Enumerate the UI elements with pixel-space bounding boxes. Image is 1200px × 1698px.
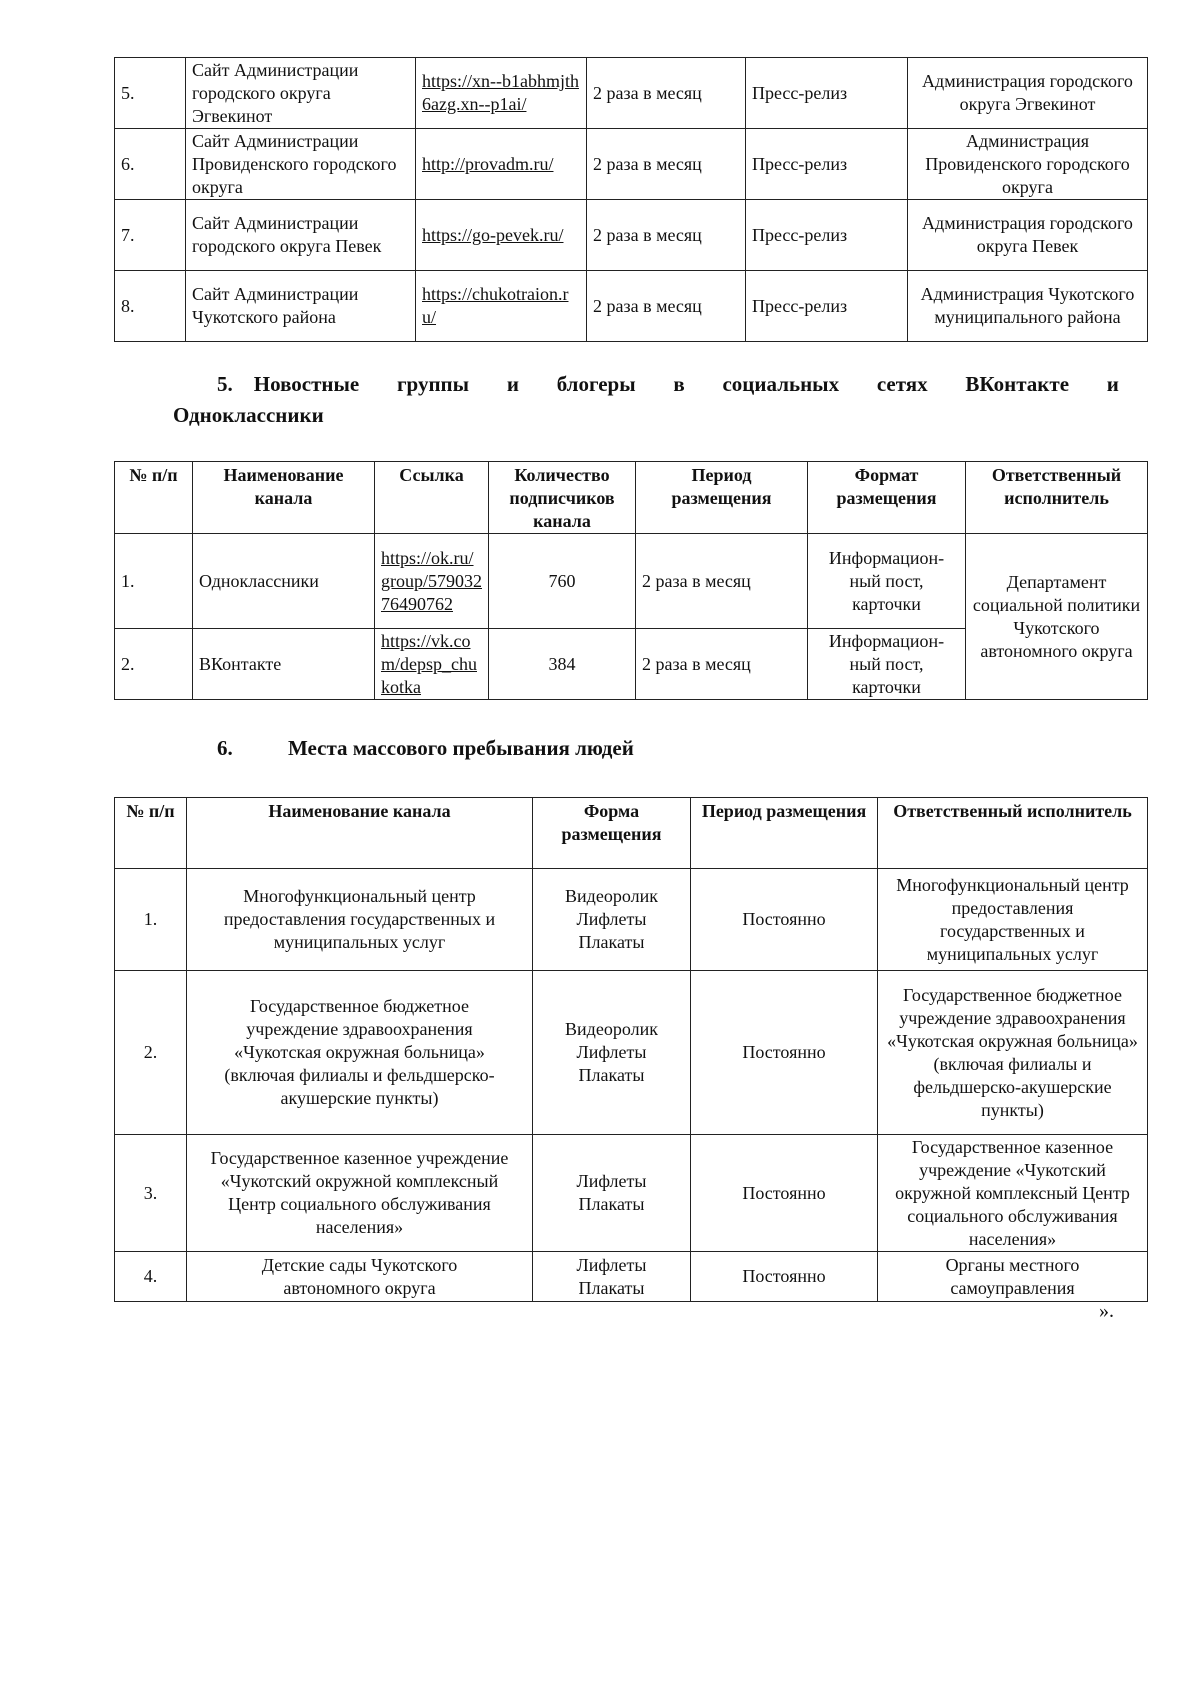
column-header: Количество подписчиков канала: [489, 462, 636, 534]
channel-name: Сайт Администрации городского округа Эгвекинот: [186, 58, 416, 129]
responsible-cell: Администрация Провиденского городского округа: [908, 129, 1148, 200]
table-row: [115, 129, 1148, 200]
responsible-cell: Администрация Чукотского муниципального района: [908, 271, 1148, 342]
channel-name: Одноклассники: [193, 534, 375, 629]
section-number: 5.: [217, 372, 233, 396]
column-header: № п/п: [115, 462, 193, 534]
table-row: [115, 271, 1148, 342]
period-cell: 2 раза в месяц: [636, 534, 808, 629]
form-cell: Видеоролик Лифлеты Плакаты: [533, 869, 691, 971]
format-cell: Информацион-ный пост, карточки: [808, 534, 966, 629]
title-word: Новостные: [253, 372, 360, 396]
form-cell: Лифлеты Плакаты: [533, 1252, 691, 1302]
period-cell: 2 раза в месяц: [636, 629, 808, 700]
table-header-row: [115, 462, 1148, 534]
site-link[interactable]: https://xn--b1abhmjth6azg.xn--p1ai/: [422, 71, 579, 114]
row-number: 3.: [115, 1135, 187, 1252]
column-header: Ответственный исполнитель: [966, 462, 1148, 534]
column-header: Ответственный исполнитель: [878, 798, 1148, 869]
responsible-cell: Департамент социальной политики Чукотского автономного округа: [966, 534, 1148, 700]
period-cell: Постоянно: [691, 1252, 878, 1302]
format-cell: Пресс-релиз: [746, 271, 908, 342]
table-row: [115, 1252, 1148, 1302]
period-cell: 2 раза в месяц: [587, 129, 746, 200]
format-cell: Пресс-релиз: [746, 200, 908, 271]
closing-quote-mark: ».: [1099, 1300, 1114, 1322]
responsible-cell: Многофункциональный центр предоставления государственных и муниципальных услуг: [878, 869, 1148, 971]
title-word: сетях: [876, 372, 928, 396]
column-header: Период размещения: [691, 798, 878, 869]
table-row: [115, 869, 1148, 971]
column-header: Формат размещения: [808, 462, 966, 534]
section-title-line1: [173, 369, 1119, 400]
responsible-cell: Администрация городского округа Певек: [908, 200, 1148, 271]
table-header-row: [115, 798, 1148, 869]
mass-presence-table: [114, 797, 1148, 1302]
channel-link[interactable]: https://ok.ru/group/57903276490762: [381, 547, 482, 614]
table-row: [115, 200, 1148, 271]
title-word: в: [673, 372, 685, 396]
period-cell: 2 раза в месяц: [587, 200, 746, 271]
section-title-line2: Одноклассники: [173, 403, 324, 427]
period-cell: 2 раза в месяц: [587, 271, 746, 342]
channel-name: Многофункциональный центр предоставления государственных и муниципальных услуг: [187, 869, 533, 971]
section-title: Места массового пребывания людей: [288, 736, 634, 760]
social-networks-table: [114, 461, 1148, 700]
period-cell: Постоянно: [691, 971, 878, 1135]
site-link[interactable]: https://chukotraion.ru/: [422, 284, 569, 327]
format-cell: Информацион-ный пост, карточки: [808, 629, 966, 700]
section-number: 6.: [217, 736, 233, 760]
table-row: [115, 1135, 1148, 1252]
row-number: 8.: [115, 271, 186, 342]
title-word: блогеры: [556, 372, 636, 396]
channel-name: Сайт Администрации городского округа Певек: [186, 200, 416, 271]
responsible-cell: Администрация городского округа Эгвекинот: [908, 58, 1148, 129]
title-word: социальных: [722, 372, 840, 396]
site-link[interactable]: http://provadm.ru/: [422, 153, 554, 174]
responsible-cell: Государственное казенное учреждение «Чукотский окружной комплексный Центр социального обслуживания населения»: [878, 1135, 1148, 1252]
row-number: 4.: [115, 1252, 187, 1302]
column-header: Ссылка: [375, 462, 489, 534]
title-word: и: [506, 372, 519, 396]
table-row: [115, 58, 1148, 129]
websites-table: [114, 57, 1148, 342]
column-header: Наименование канала: [193, 462, 375, 534]
row-number: 1.: [115, 869, 187, 971]
channel-name: Государственное бюджетное учреждение здравоохранения «Чукотская окружная больница» (включая филиалы и фельдшерско-акушерские пункты): [187, 971, 533, 1135]
form-cell: Видеоролик Лифлеты Плакаты: [533, 971, 691, 1135]
title-word: ВКонтакте: [965, 372, 1070, 396]
column-header: Период размещения: [636, 462, 808, 534]
title-word: и: [1106, 372, 1119, 396]
format-cell: Пресс-релиз: [746, 58, 908, 129]
channel-name: ВКонтакте: [193, 629, 375, 700]
column-header: Наименование канала: [187, 798, 533, 869]
channel-name: Сайт Администрации Провиденского городского округа: [186, 129, 416, 200]
channel-name: Сайт Администрации Чукотского района: [186, 271, 416, 342]
table-row: [115, 971, 1148, 1135]
period-cell: Постоянно: [691, 1135, 878, 1252]
row-number: 6.: [115, 129, 186, 200]
column-header: Форма размещения: [533, 798, 691, 869]
title-word: группы: [397, 372, 470, 396]
channel-name: Детские сады Чукотского автономного округа: [187, 1252, 533, 1302]
channel-name: Государственное казенное учреждение «Чукотский окружной комплексный Центр социального обслуживания населения»: [187, 1135, 533, 1252]
channel-link[interactable]: https://vk.com/depsp_chukotka: [381, 630, 477, 697]
column-header: № п/п: [115, 798, 187, 869]
responsible-cell: Органы местного самоуправления: [878, 1252, 1148, 1302]
section-5-heading: [173, 369, 1119, 431]
period-cell: Постоянно: [691, 869, 878, 971]
format-cell: Пресс-релиз: [746, 129, 908, 200]
row-number: 5.: [115, 58, 186, 129]
site-link[interactable]: https://go-pevek.ru/: [422, 224, 564, 245]
row-number: 7.: [115, 200, 186, 271]
subscribers-count: 760: [489, 534, 636, 629]
subscribers-count: 384: [489, 629, 636, 700]
row-number: 2.: [115, 629, 193, 700]
row-number: 1.: [115, 534, 193, 629]
period-cell: 2 раза в месяц: [587, 58, 746, 129]
form-cell: Лифлеты Плакаты: [533, 1135, 691, 1252]
table-row: [115, 534, 1148, 629]
row-number: 2.: [115, 971, 187, 1135]
responsible-cell: Государственное бюджетное учреждение здравоохранения «Чукотская окружная больница» (включая филиалы и фельдшерско-акушерские пункты): [878, 971, 1148, 1135]
